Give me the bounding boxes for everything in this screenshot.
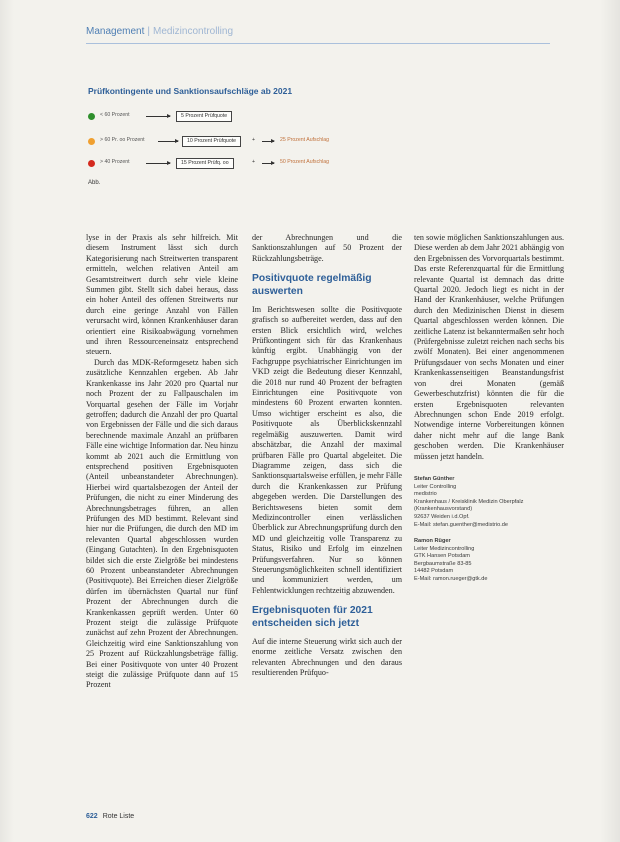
author-bio: [414, 538, 564, 584]
arrow-right-icon: [146, 163, 170, 164]
section-heading: Ergebnisquoten für 2021 entscheiden sich jetzt: [252, 605, 373, 629]
author-line: Bergbaumstraße 83-85: [414, 560, 472, 567]
arrow-right-icon: [146, 116, 170, 117]
paragraph: lyse in der Praxis als sehr hilfreich. Mit diesem Instrument lässt sich durch Kategorisierung nach Streitwerten transparent ermitteln, welchen relativen Anteil am Gesamtstreitwert durch sehr viele kleine Summen gibt. Stellt sich dabei heraus, dass ein hoher Anteil des offenen Streitwerts nur durch eine geringe Anzahl von Fällen verursacht wird, können Krankenhäuser daran orientiert eine Risikoabwägung vornehmen und ihren Ressourceneinsatz entsprechend steuern.: [86, 233, 238, 357]
header-subsection: Medizincontrolling: [152, 26, 234, 37]
author-line: 92637 Weiden i.d.Opf.: [414, 513, 470, 520]
author-name: Ramon Rüger: [414, 538, 451, 545]
figure-title: Prüfkontingente und Sanktionsaufschläge ab 2021: [88, 86, 293, 96]
page-left-edge: [0, 0, 14, 842]
arrow-right-icon: [262, 163, 274, 164]
author-line: 14482 Potsdam: [414, 568, 454, 575]
page-number: 622: [86, 813, 98, 820]
author-bio: [414, 476, 564, 529]
row-range: < 60 Prozent: [100, 112, 130, 118]
row-quota-box: 10 Prozent Prüfquote: [182, 136, 241, 147]
page-shadow: [600, 0, 620, 842]
author-line: GTK Hansen Potsdam: [414, 553, 470, 560]
paragraph: der Abrechnungen und die Sanktionszahlungen auf 50 Prozent der Rückzahlungsbeträge.: [252, 233, 402, 263]
author-email: E-Mail: stefan.guenther@medistrio.de: [414, 521, 508, 528]
figure-caption: Abb.: [88, 180, 101, 186]
row-range: > 40 Prozent: [100, 159, 130, 165]
paragraph: Durch das MDK-Reformgesetz haben sich zusätzliche Kennzahlen ergeben. Ab Jahr Krankenkasse ins Jahr 2020 pro Quartal nur noch Prozent der zu Fallpauschalen im Vorquartal gesehen der Fälle im Vorjahr getroffen; dadurch die Anzahl der pro Quartal von Ergebnissen der Fälle und die sich daraus berechnende maximale Anzahl an prüfbaren Fälle eine wichtige Information dar. Neu hinzu kommt ab 2021 auch die Ermittlung von entsprechend positiven Ergebnisquoten (Anteil unbeanstandeter Abrechnungen). Hierbei wird quartalsbezogen der Anteil der Prüfungen, die nicht zu einer Minderung des Abrechnungsbetrages führen, an allen Prüfungen des MD bestimmt. Relevant sind hier nur die Prüfungen, die durch den MD im relevanten Quartal abgeschlossen wurden (Eingang Gutachten). In den Ergebnisquoten bildet sich die erste Zielgröße bei mindestens 60 Prozent unbeanstandeter Abrechnungen (Positivquote). Bei Erreichen dieser Zielgröße dürfen im übernächsten Quartal nur fünf Prozent der Abrechnungen durch die Krankenkassen geprüft werden. Unter 60 Prozent steigt die zulässige Prüfquote zunächst auf zehn Prozent der Abrechnungen. Gleichzeitig wird eine Sanktionszahlung von 25 Prozent auf Rückzahlungsbeträge fällig. Bei einer Positivquote von unter 40 Prozent steigt die zulässige Prüfquote dann auf 15 Prozent: [86, 357, 238, 690]
row-quota-box: 15 Prozent Prüfq. oo: [176, 158, 234, 169]
author-line: medistrio: [414, 491, 437, 498]
text-column-1: [86, 233, 238, 691]
row-quota-box: 5 Prozent Prüfquote: [176, 111, 232, 122]
paragraph: Im Berichtswesen sollte die Positivquote grafisch so aufbereitet werden, dass auf den ersten Blick ersichtlich wird, welches Prüfkontingent sich für das Krankenhaus künftig ergibt. Unabhängig von der Fachgruppe psychiatrischer Einrichtungen im VKD zeigt die Bedeutung dieser Kennzahl, die 2018 nur rund 40 Prozent der befragten Einrichtungen eine Positivquote von mindestens 60 Prozent erwarten konnten. Umso wichtiger erscheint es also, die Positivquote als Überblickskennzahl regelmäßig auszuwerten. Damit wird abschätzbar, die Anzahl der maximal prüfbaren Fälle pro Quartal abgeleitet. Die Diagramme zeigen, dass sich die Sanktionsquartalsweise erfüllen, je mehr Fälle durch die Krankenkassen zur Prüfung abgegeben werden. Die Darstellungen des Berichtswesens bieten somit dem Medizincontroller einen verlässlichen Überblick zur Abrechnungsprüfung durch den MD und gleichzeitig volle Transparenz zu Status, Risiko und Erfolg im einzelnen Prüfungsverfahren. Nur so können Steuerungsmöglichkeiten schnell identifiziert und kommuniziert werden, um Fehlentwicklungen rechtzeitig abzuwenden.: [252, 304, 402, 595]
figure-row-orange: [88, 136, 418, 148]
row-range: > 60 Pr. oo Prozent: [100, 137, 145, 143]
author-line: Krankenhaus / Kreisklinik Medizin Oberpfalz: [414, 498, 524, 505]
header-divider: [86, 43, 550, 44]
author-line: Leiter Medizincontrolling: [414, 545, 475, 552]
row-plus: +: [252, 137, 256, 143]
text-column-3: [414, 233, 564, 584]
author-email: E-Mail: ramon.rueger@gtk.de: [414, 576, 488, 583]
figure-pruefkontingente: [88, 86, 488, 196]
paragraph: ten sowie möglichen Sanktionszahlungen aus. Diese werden ab dem Jahr 2021 abhängig von den Ergebnissen des Vorvorquartals bestimmt. Das erste Referenzquartal für die Ermittlung relevante Quartal ist demnach das dritte Quartal 2020. Jedoch liegt es nicht in der Hand der Krankenhäuser, welche Prüfungen durch den Medizinischen Dienst in diesem Quartal abgeschlossen werden können. Die zeitliche Latenz ist bekanntermaßen sehr hoch (Prüfergebnisse zuletzt reichen nach sechs bis zwölf Monaten). Bei einer angenommenen Prüfungsdauer von sechs Monaten und einer Krankenkassenseitigen Beanstandungsfrist von drei Monaten (gemäß Gewerbeschutzfrist) könnten die für die ersten Ergebnisquoten relevanten Abrechnungen schon Ende 2019 erfolgt. Notwendige interne Vorbereitungen können daher nicht mehr auf die lange Bank geschoben werden. Die Krankenhäuser müssen jetzt handeln.: [414, 233, 564, 461]
row-plus: +: [252, 159, 256, 165]
text-column-2: [252, 233, 402, 678]
figure-row-green: [88, 111, 418, 123]
section-heading: Positivquote regelmäßig auswerten: [252, 273, 372, 298]
row-surcharge: 50 Prozent Aufschlag: [280, 159, 330, 165]
header-section: Management: [86, 26, 145, 37]
paragraph: Auf die interne Steuerung wirkt sich auch der enorme zeitliche Versatz zwischen den relevanten Abrechnungen und den daraus resultierenden Prüfquo-: [252, 636, 402, 677]
running-header: Management | Medizincontrolling: [86, 26, 234, 37]
author-line: (Krankenhausvorstand): [414, 506, 473, 513]
red-dot-icon: [88, 160, 95, 167]
page-footer: [86, 813, 134, 820]
green-dot-icon: [88, 113, 95, 120]
arrow-right-icon: [158, 141, 178, 142]
author-name: Stefan Günther: [414, 475, 455, 482]
author-line: Leiter Controlling: [414, 483, 457, 490]
journal-name: Rote Liste: [102, 813, 135, 820]
row-surcharge: 25 Prozent Aufschlag: [280, 137, 330, 143]
arrow-right-icon: [262, 141, 274, 142]
figure-row-red: [88, 158, 418, 170]
orange-dot-icon: [88, 138, 95, 145]
